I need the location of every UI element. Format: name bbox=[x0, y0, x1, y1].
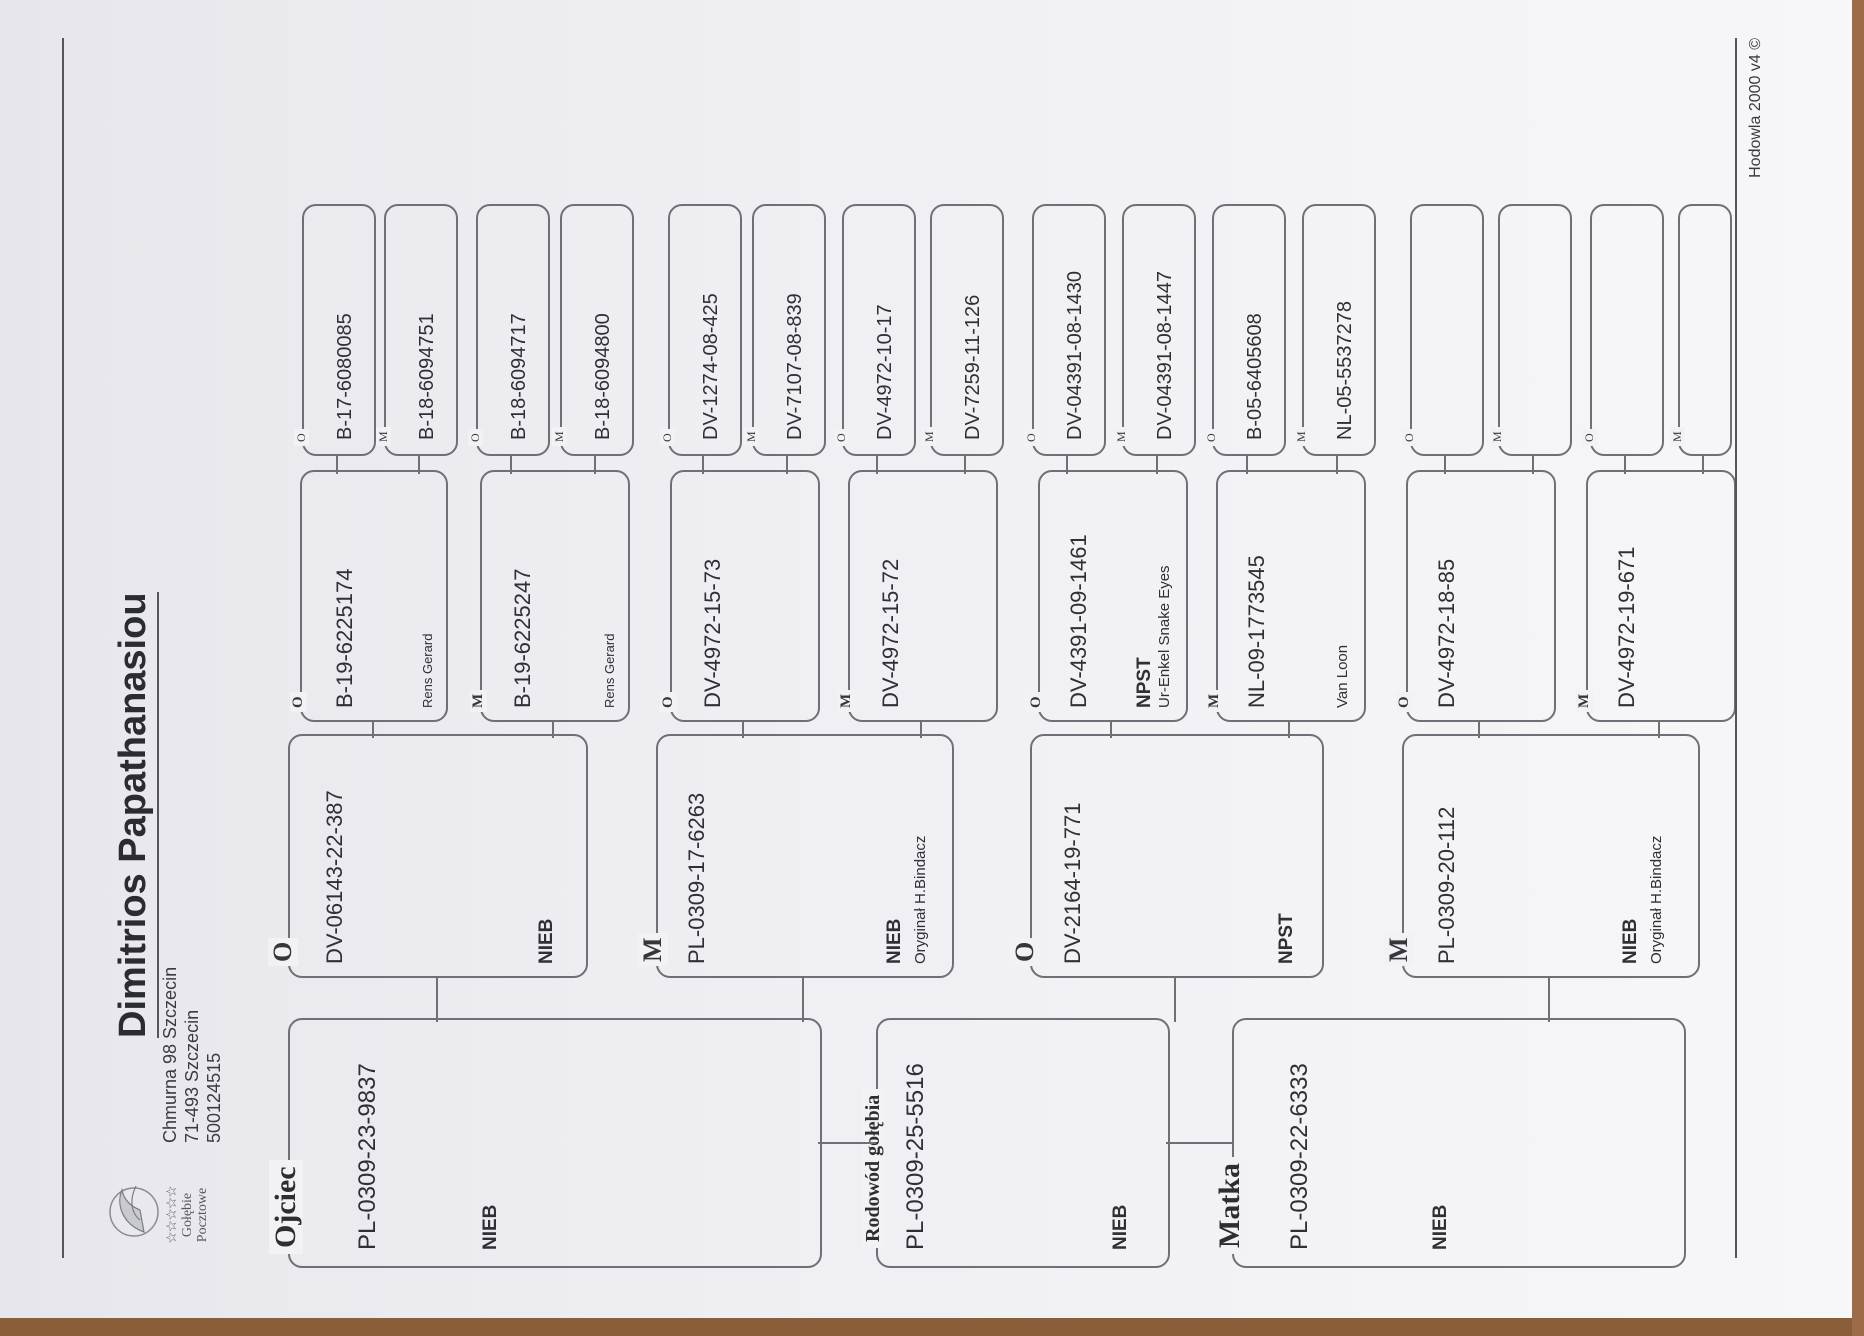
g4-sex-2: M bbox=[376, 427, 391, 446]
grandparent-ring-3: DV-2164-19-771 bbox=[1060, 802, 1085, 964]
mother-color: NIEB bbox=[1430, 1204, 1451, 1250]
g4-sex-14: M bbox=[1490, 427, 1505, 446]
owner-phone: 500124515 bbox=[204, 1052, 224, 1143]
ggp-box-3 bbox=[670, 470, 820, 722]
g4-box-4 bbox=[560, 204, 634, 456]
g4-box-14 bbox=[1498, 204, 1572, 456]
table-surface bbox=[0, 1318, 1864, 1336]
connector-ggp1-g4-2 bbox=[418, 456, 420, 474]
logo-line-1: Gołębie bbox=[180, 1192, 195, 1238]
g4-sex-11: O bbox=[1204, 429, 1219, 446]
grandparent-sex-3: O bbox=[1010, 938, 1040, 966]
ggp-box-6 bbox=[1216, 470, 1366, 722]
connector-ggp3-g4-5 bbox=[702, 456, 704, 474]
grandparent-color-2: NIEB bbox=[884, 918, 905, 964]
connector-ggp8-g4-15 bbox=[1624, 456, 1626, 474]
father-box bbox=[288, 1018, 822, 1268]
logo-line-2: Pocztowe bbox=[195, 1187, 210, 1243]
ggp-box-8 bbox=[1586, 470, 1736, 722]
grandparent-ring-2: PL-0309-17-6263 bbox=[684, 792, 709, 964]
ggp-sex-1: O bbox=[290, 692, 307, 712]
connector-ggp4-g4-7 bbox=[876, 456, 878, 474]
club-logo bbox=[100, 1170, 210, 1260]
logo-stars: ☆☆☆☆☆ bbox=[165, 1186, 180, 1244]
grandparent-box-4 bbox=[1402, 734, 1700, 978]
grandparent-note-2: Oryginał H.Bindacz bbox=[912, 835, 929, 964]
grandparent-box-1 bbox=[288, 734, 588, 978]
connector-gp1-ggp2 bbox=[552, 722, 554, 738]
connector-gp4-ggp7 bbox=[1478, 722, 1480, 738]
ggp-ring-1: B-19-6225174 bbox=[332, 568, 357, 708]
grandparent-ring-1: DV-06143-22-387 bbox=[322, 790, 347, 964]
grandparent-sex-2: M bbox=[638, 933, 668, 966]
grandparent-color-4: NIEB bbox=[1620, 918, 1641, 964]
grandparent-color-3: NPST bbox=[1276, 913, 1297, 964]
g4-ring-1: B-17-6080085 bbox=[334, 313, 356, 440]
pigeon-logo-icon bbox=[100, 1170, 162, 1260]
grandparent-sex-4: M bbox=[1384, 933, 1414, 966]
father-color: NIEB bbox=[480, 1204, 501, 1250]
father-ring: PL-0309-23-9837 bbox=[354, 1063, 381, 1250]
connector-mother-gp3 bbox=[1174, 978, 1176, 1022]
connector-ggp8-g4-16 bbox=[1702, 456, 1704, 474]
connector-gp2-ggp4 bbox=[920, 722, 922, 738]
g4-box-12 bbox=[1302, 204, 1376, 456]
g4-ring-9: DV-04391-08-1430 bbox=[1064, 270, 1086, 440]
g4-sex-5: O bbox=[660, 429, 675, 446]
connector-ggp6-g4-12 bbox=[1336, 456, 1338, 474]
g4-ring-6: DV-7107-08-839 bbox=[784, 293, 806, 440]
g4-ring-12: NL-05-5537278 bbox=[1334, 301, 1356, 440]
g4-sex-10: M bbox=[1114, 427, 1129, 446]
connector-father-gp1 bbox=[436, 978, 438, 1022]
ggp-sex-7: O bbox=[1396, 692, 1413, 712]
grandparent-note-4: Oryginał H.Bindacz bbox=[1648, 835, 1665, 964]
g4-sex-8: M bbox=[922, 427, 937, 446]
connector-mother-gp4 bbox=[1548, 978, 1550, 1022]
connector-subject-mother bbox=[1166, 1142, 1232, 1144]
ggp-color-5: NPST bbox=[1134, 657, 1155, 708]
connector-gp3-ggp5 bbox=[1110, 722, 1112, 738]
ggp-ring-3: DV-4972-15-73 bbox=[700, 558, 725, 708]
ggp-sex-3: O bbox=[660, 692, 677, 712]
g4-box-9 bbox=[1032, 204, 1106, 456]
mother-box bbox=[1232, 1018, 1686, 1268]
g4-box-6 bbox=[752, 204, 826, 456]
grandparent-ring-4: PL-0309-20-112 bbox=[1434, 806, 1459, 964]
connector-ggp2-g4-4 bbox=[594, 456, 596, 474]
g4-ring-4: B-18-6094800 bbox=[592, 313, 614, 440]
g4-sex-7: O bbox=[834, 429, 849, 446]
subject-color: NIEB bbox=[1110, 1204, 1131, 1250]
g4-box-5 bbox=[668, 204, 742, 456]
g4-sex-4: M bbox=[552, 427, 567, 446]
ggp-sex-6: M bbox=[1206, 690, 1223, 712]
connector-ggp7-g4-14 bbox=[1532, 456, 1534, 474]
g4-ring-7: DV-4972-10-17 bbox=[874, 304, 896, 440]
g4-box-10 bbox=[1122, 204, 1196, 456]
grandparent-sex-1: O bbox=[268, 938, 298, 966]
owner-city: 71-493 Szczecin bbox=[182, 1009, 202, 1143]
father-title: Ojciec bbox=[269, 1160, 303, 1254]
ggp-box-1 bbox=[300, 470, 448, 722]
top-rule bbox=[62, 38, 64, 1258]
ggp-ring-8: DV-4972-19-671 bbox=[1614, 546, 1639, 708]
software-footer: Hodowla 2000 v4 © bbox=[1747, 38, 1764, 178]
connector-ggp4-g4-8 bbox=[964, 456, 966, 474]
connector-ggp5-g4-9 bbox=[1066, 456, 1068, 474]
ggp-sex-5: O bbox=[1028, 692, 1045, 712]
connector-father-gp2 bbox=[802, 978, 804, 1022]
ggp-sex-4: M bbox=[838, 690, 855, 712]
g4-ring-10: DV-04391-08-1447 bbox=[1154, 270, 1176, 440]
g4-ring-11: B-05-6405608 bbox=[1244, 313, 1266, 440]
ggp-note-5: Ur-Enkel Snake Eyes bbox=[1156, 565, 1173, 708]
subject-box bbox=[876, 1018, 1170, 1268]
table-surface-edge bbox=[1852, 0, 1864, 1336]
connector-ggp7-g4-13 bbox=[1444, 456, 1446, 474]
connector-gp2-ggp3 bbox=[742, 722, 744, 738]
g4-ring-2: B-18-6094751 bbox=[416, 313, 438, 440]
ggp-box-4 bbox=[848, 470, 998, 722]
g4-box-2 bbox=[384, 204, 458, 456]
g4-sex-3: O bbox=[468, 429, 483, 446]
connector-gp4-ggp8 bbox=[1658, 722, 1660, 738]
g4-box-13 bbox=[1410, 204, 1484, 456]
g4-sex-9: O bbox=[1024, 429, 1039, 446]
owner-street: Chmurna 98 Szczecin bbox=[160, 966, 180, 1143]
grandparent-box-2 bbox=[656, 734, 954, 978]
connector-gp1-ggp1 bbox=[372, 722, 374, 738]
g4-sex-13: O bbox=[1402, 429, 1417, 446]
ggp-note-1: Rens Gerard bbox=[420, 633, 435, 708]
connector-ggp3-g4-6 bbox=[786, 456, 788, 474]
connector-ggp5-g4-10 bbox=[1156, 456, 1158, 474]
g4-box-16 bbox=[1678, 204, 1732, 456]
connector-gp3-ggp6 bbox=[1288, 722, 1290, 738]
ggp-sex-2: M bbox=[470, 690, 487, 712]
subject-title: Rodowód gołębia bbox=[862, 1089, 885, 1248]
ggp-ring-4: DV-4972-15-72 bbox=[878, 558, 903, 708]
g4-sex-12: M bbox=[1294, 427, 1309, 446]
mother-title: Matka bbox=[1213, 1157, 1247, 1254]
grandparent-color-1: NIEB bbox=[536, 918, 557, 964]
owner-name: Dimitrios Papathanasiou bbox=[112, 592, 159, 1038]
ggp-box-5 bbox=[1038, 470, 1188, 722]
pedigree-page bbox=[40, 18, 1800, 1278]
ggp-ring-2: B-19-6225247 bbox=[510, 568, 535, 708]
ggp-note-2: Rens Gerard bbox=[602, 633, 617, 708]
g4-box-8 bbox=[930, 204, 1004, 456]
g4-ring-5: DV-1274-08-425 bbox=[700, 293, 722, 440]
ggp-ring-7: DV-4972-18-85 bbox=[1434, 558, 1459, 708]
g4-box-1 bbox=[302, 204, 376, 456]
mother-ring: PL-0309-22-6333 bbox=[1286, 1063, 1313, 1250]
connector-ggp6-g4-11 bbox=[1246, 456, 1248, 474]
ggp-box-7 bbox=[1406, 470, 1556, 722]
bottom-rule bbox=[1735, 38, 1737, 1258]
g4-box-11 bbox=[1212, 204, 1286, 456]
connector-father-subject bbox=[818, 1142, 876, 1144]
g4-sex-1: O bbox=[294, 429, 309, 446]
g4-box-3 bbox=[476, 204, 550, 456]
logo-caption bbox=[165, 1170, 210, 1260]
g4-sex-15: O bbox=[1582, 429, 1597, 446]
grandparent-box-3 bbox=[1030, 734, 1324, 978]
g4-box-7 bbox=[842, 204, 916, 456]
ggp-note-6: Van Loon bbox=[1334, 644, 1351, 708]
ggp-ring-5: DV-4391-09-1461 bbox=[1066, 534, 1091, 708]
g4-ring-3: B-18-6094717 bbox=[508, 313, 530, 440]
g4-sex-6: M bbox=[744, 427, 759, 446]
g4-ring-8: DV-7259-11-126 bbox=[962, 294, 984, 440]
g4-box-15 bbox=[1590, 204, 1664, 456]
g4-sex-16: M bbox=[1670, 427, 1685, 446]
subject-ring: PL-0309-25-5516 bbox=[902, 1063, 929, 1250]
connector-ggp2-g4-3 bbox=[510, 456, 512, 474]
ggp-box-2 bbox=[480, 470, 630, 722]
ggp-sex-8: M bbox=[1576, 690, 1593, 712]
ggp-ring-6: NL-09-1773545 bbox=[1244, 555, 1269, 708]
connector-ggp1-g4-1 bbox=[336, 456, 338, 474]
